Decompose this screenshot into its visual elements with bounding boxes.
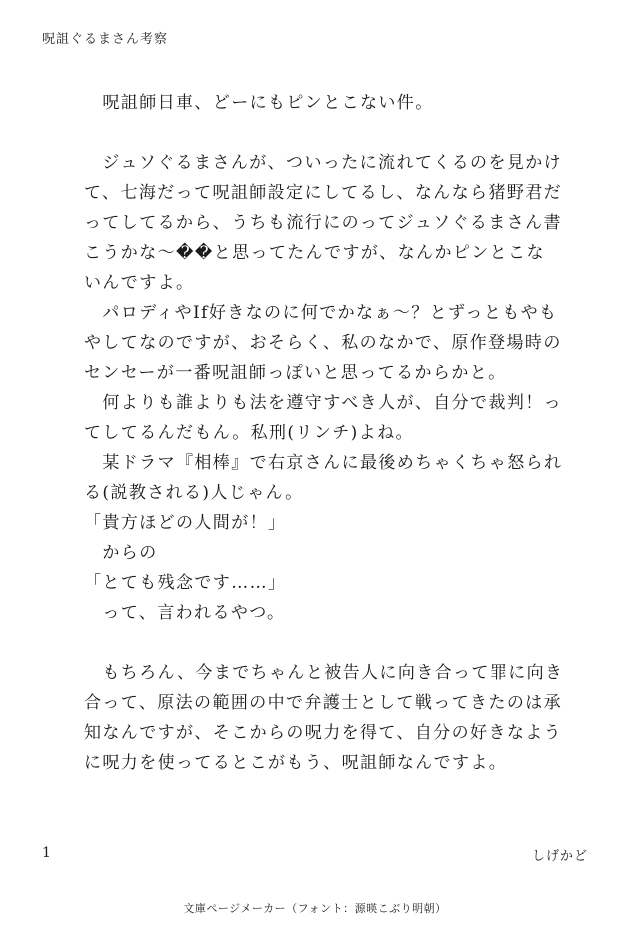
text-line: 知なんですが、そこからの呪力を得て、自分の好きなよう <box>84 723 563 743</box>
text-line: 合って、原法の範囲の中で弁護士として戦ってきたのは承 <box>84 693 563 713</box>
text-line: 「とても残念です……」 <box>84 573 287 593</box>
text-line: やしてなのですが、おそらく、私のなかで、原作登場時の <box>84 333 562 353</box>
text-line: 何よりも誰よりも法を遵守すべき人が、自分で裁判！っ <box>84 393 563 413</box>
text-line: いんですよ。 <box>84 273 195 293</box>
text-line: 某ドラマ『相棒』で右京さんに最後めちゃくちゃ怒られ <box>84 453 563 473</box>
text-line: こうかな〜��と思ってたんですが、なんかピンとこな <box>84 243 545 263</box>
text-line: もちろん、今までちゃんと被告人に向き合って罪に向き <box>84 663 564 683</box>
text-line: る(説教される)人じゃん。 <box>84 483 304 503</box>
page-number: 1 <box>42 845 51 861</box>
blank-line <box>84 628 554 658</box>
text-line: て、七海だって呪詛師設定にしてるし、なんなら猪野君だ <box>84 183 563 203</box>
text-line: センセーが一番呪詛師っぽいと思ってるからかと。 <box>84 363 507 383</box>
text-line: 呪詛師日車、どーにもピンとこない件。 <box>84 93 434 113</box>
text-line: に呪力を使ってるとこがもう、呪詛師なんですよ。 <box>84 753 508 773</box>
text-line: てしてるんだもん。私刑(リンチ)よね。 <box>84 423 414 443</box>
text-line: からの <box>84 543 158 563</box>
author-name: しげかど <box>531 849 588 864</box>
text-line: パロディやIf好きなのに何でかなぁ〜？とずっともやも <box>84 303 558 323</box>
body-text <box>84 88 564 778</box>
document-title: 呪詛ぐるまさん考察 <box>42 32 169 47</box>
footer-credit: 文庫ページメーカー（フォント：源暎こぶり明朝） <box>183 902 447 915</box>
text-line: 「貴方ほどの人間が！」 <box>84 513 287 533</box>
blank-line <box>84 118 554 148</box>
text-line: ってしてるから、うちも流行にのってジュソぐるまさん書 <box>84 213 562 233</box>
text-line: って、言われるやつ。 <box>84 603 286 623</box>
text-line: ジュソぐるまさんが、ついったに流れてくるのを見かけ <box>84 153 563 173</box>
